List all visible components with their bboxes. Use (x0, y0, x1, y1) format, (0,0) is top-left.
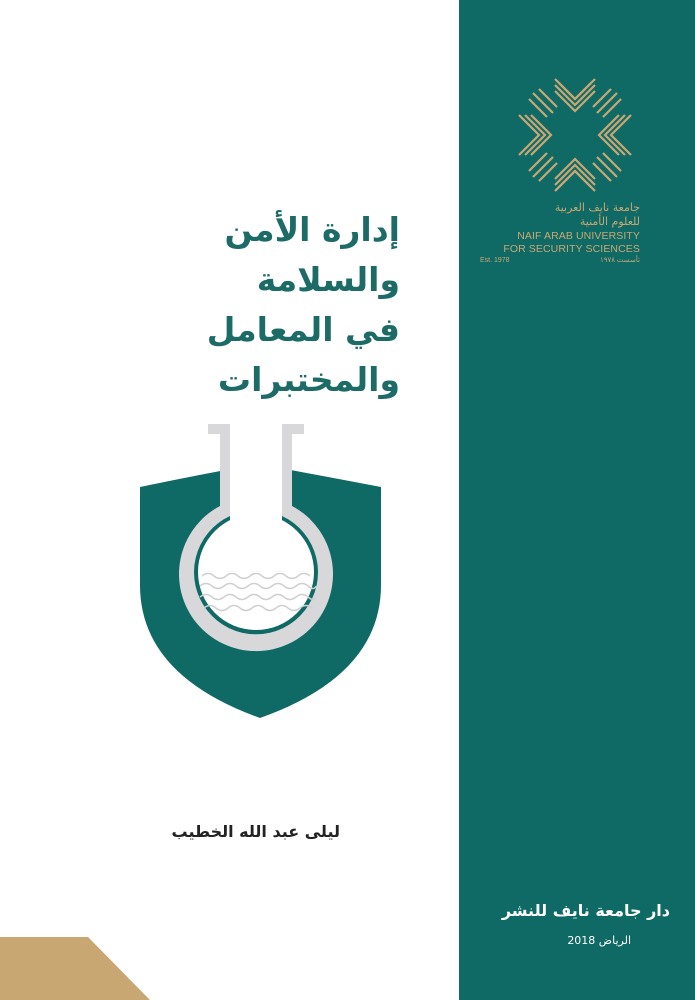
book-title-line1: إدارة الأمن والسلامة (224, 210, 400, 299)
university-name-arabic-line1: جامعة نايف العربية (554, 201, 640, 214)
publication-city-year: الرياض 2018 (567, 934, 631, 947)
flask-bulb (198, 514, 314, 630)
established-english: Est. 1978 (480, 257, 510, 264)
author-name: ليلى عبد الله الخطيب (171, 822, 340, 841)
university-name-english (480, 230, 640, 256)
university-name-english-line1: NAIF ARAB UNIVERSITY (517, 230, 640, 242)
shield-flask-icon (138, 420, 383, 720)
established-row (480, 256, 640, 266)
university-star-emblem-icon (515, 75, 635, 195)
book-title-line2: في المعامل والمختبرات (206, 310, 400, 399)
book-title (100, 205, 400, 405)
university-name-arabic-line2: للعلوم الأمنية (579, 215, 640, 228)
university-name-english-line2: FOR SECURITY SCIENCES (503, 243, 640, 255)
publisher-name: دار جامعة نايف للنشر (501, 901, 670, 920)
corner-decoration (0, 935, 150, 1000)
established-arabic: تأسست ١٩٧٨ (599, 257, 640, 264)
